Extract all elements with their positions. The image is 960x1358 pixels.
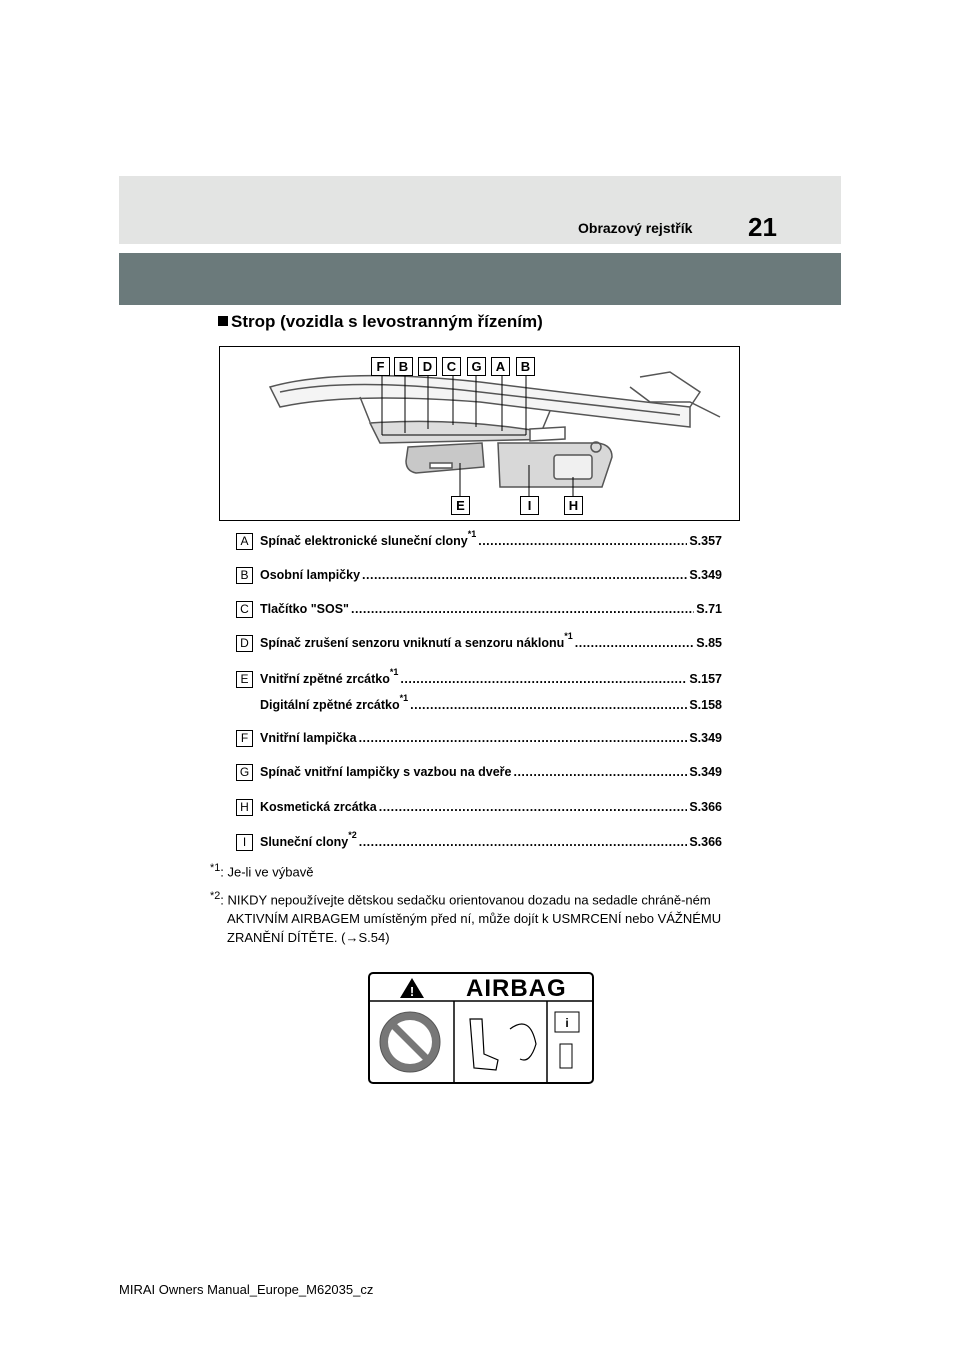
footnote-2	[210, 887, 750, 947]
list-item	[236, 799, 722, 821]
figure-label-b2: B	[516, 357, 535, 376]
item-footnote-mark: *1	[389, 667, 399, 677]
leader-dots	[359, 731, 688, 745]
leader-dots	[410, 698, 687, 712]
section-title	[218, 312, 543, 332]
leader-dots	[400, 672, 687, 686]
item-page-ref: S.71	[696, 602, 722, 616]
page-number: 21	[748, 212, 777, 242]
item-page-ref: S.158	[689, 698, 722, 712]
leader-dots	[379, 800, 688, 814]
footnote-text: : Je-li ve výbavě	[220, 864, 314, 880]
section-title-text: Strop (vozidla s levostranným řízením)	[231, 312, 543, 331]
ceiling-illustration	[219, 346, 740, 521]
figure-label-f: F	[371, 357, 390, 376]
svg-text:i: i	[565, 1016, 569, 1030]
item-footnote-mark: *2	[348, 830, 357, 840]
footnote-mark: *1	[210, 862, 221, 874]
item-letter: H	[236, 799, 253, 816]
svg-text:!: !	[409, 984, 415, 999]
figure-label-g: G	[467, 357, 486, 376]
item-footnote-mark: *1	[399, 693, 409, 703]
leader-dots	[478, 534, 687, 548]
airbag-title: AIRBAG	[466, 975, 567, 1002]
item-letter: C	[236, 601, 253, 618]
item-text: Sluneční clony	[260, 835, 349, 849]
header-band-dark	[119, 253, 841, 305]
list-item	[236, 730, 722, 752]
item-page-ref: S.85	[696, 636, 722, 650]
leader-dots	[362, 568, 687, 582]
item-page-ref: S.349	[689, 731, 722, 745]
item-text: Spínač elektronické sluneční clony	[260, 534, 468, 548]
list-item	[236, 631, 722, 657]
item-page-ref: S.357	[689, 534, 722, 548]
leader-dots	[513, 765, 687, 779]
item-text: Spínač zrušení senzoru vniknutí a senzoru náklonu	[260, 636, 565, 650]
airbag-warning-label	[368, 972, 594, 1084]
item-text: Digitální zpětné zrcátko	[260, 698, 400, 712]
figure-label-b: B	[394, 357, 413, 376]
item-page-ref: S.366	[689, 800, 722, 814]
leader-dots	[575, 636, 695, 650]
leader-dots	[351, 602, 694, 616]
item-text: Osobní lampičky	[260, 568, 361, 582]
header-band-light	[119, 176, 841, 244]
list-item	[236, 529, 722, 555]
footer-text: MIRAI Owners Manual_Europe_M62035_cz	[119, 1282, 374, 1297]
figure-label-e: E	[451, 496, 470, 515]
list-item	[236, 764, 722, 786]
item-page-ref: S.366	[689, 835, 722, 849]
list-item	[236, 667, 722, 693]
item-letter: A	[236, 533, 253, 550]
leader-dots	[359, 835, 688, 849]
figure-label-d: D	[418, 357, 437, 376]
footnote-text: : NIKDY nepoužívejte dětskou sedačku orientovanou dozadu na sedadle chráně-ném AKTIVNÍM AIRBAGEM umístěným před ní, může dojít k USMRCENÍ nebo VÁŽNÉMU ZRANĚNÍ DÍTĚTE. (→S.54)	[220, 892, 722, 946]
square-bullet-icon	[218, 316, 228, 326]
footnote-1	[210, 862, 313, 879]
figure-label-c: C	[442, 357, 461, 376]
item-text: Tlačítko "SOS"	[260, 602, 349, 616]
item-letter: F	[236, 730, 253, 747]
item-page-ref: S.349	[689, 765, 722, 779]
item-letter: D	[236, 635, 253, 652]
footnote-mark: *2	[210, 890, 221, 902]
list-item	[236, 693, 722, 719]
item-text: Kosmetická zrcátka	[260, 800, 377, 814]
item-letter: E	[236, 671, 253, 688]
figure-label-i: I	[520, 496, 539, 515]
item-page-ref: S.157	[689, 672, 722, 686]
page-title: Obrazový rejstřík	[578, 220, 693, 236]
list-item	[236, 601, 722, 623]
list-item	[236, 830, 722, 856]
figure-label-h: H	[564, 496, 583, 515]
list-item	[236, 567, 722, 589]
item-footnote-mark: *1	[564, 631, 573, 641]
item-letter: I	[236, 834, 253, 851]
item-page-ref: S.349	[689, 568, 722, 582]
figure-label-a: A	[491, 357, 510, 376]
item-text: Vnitřní zpětné zrcátko	[260, 672, 390, 686]
item-footnote-mark: *1	[467, 529, 477, 539]
item-letter: B	[236, 567, 253, 584]
item-text: Spínač vnitřní lampičky s vazbou na dveře	[260, 765, 512, 779]
item-letter: G	[236, 764, 253, 781]
item-text: Vnitřní lampička	[260, 731, 357, 745]
